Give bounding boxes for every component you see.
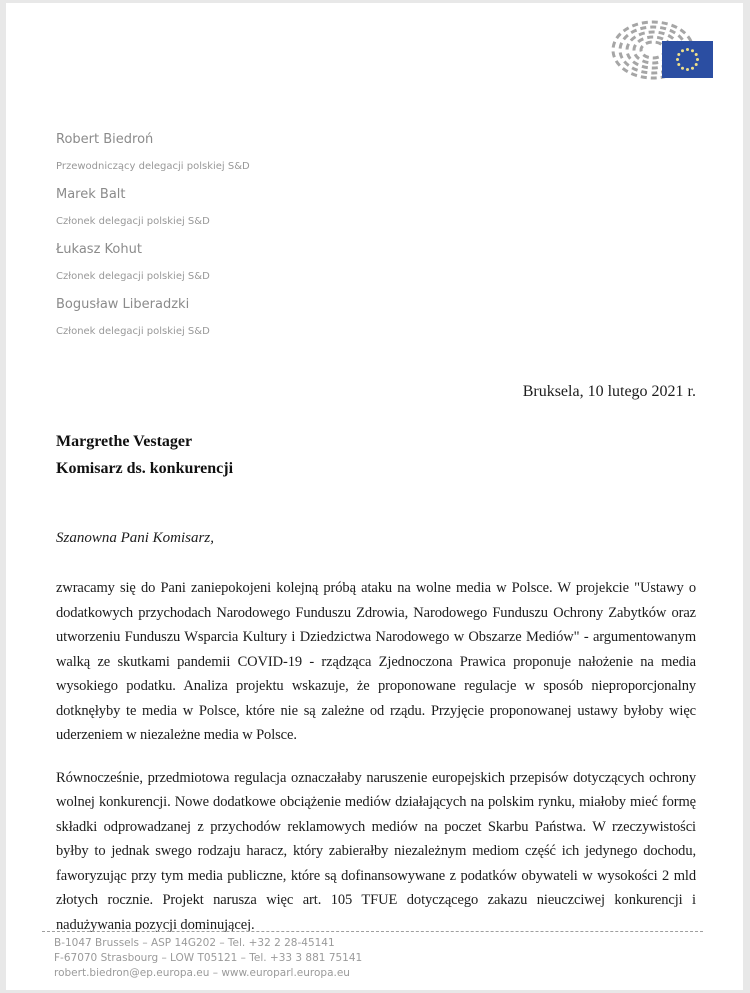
letter-body xyxy=(56,576,696,937)
recipient-block xyxy=(56,428,696,482)
signatory-title: Przewodniczący delegacji polskiej S&D xyxy=(56,161,250,172)
signatory-title: Członek delegacji polskiej S&D xyxy=(56,326,210,337)
signatory-name: Bogusław Liberadzki xyxy=(56,297,190,312)
signatories-block xyxy=(56,132,696,338)
signatory-name: Łukasz Kohut xyxy=(56,242,142,257)
letter-page xyxy=(6,3,743,990)
letter-footer xyxy=(42,931,703,981)
paragraph-2: Równocześnie, przedmiotowa regulacja oznaczałaby naruszenie europejskich przepisów dotyczących ochrony wolnej konkurencji. Nowe dodatkowe obciążenie mediów działających na polskim rynku, miałoby mieć formę składki odprowadzanej z przychodów reklamowych mediów na poczet Skarbu Państwa. W rzeczywistości byłby to jednak swego rodzaju haracz, który zabierałby niezależnym mediom część ich jedynego dochodu, faworyzując przy tym media publiczne, które są dofinansowywane z podatków obywateli w wysokości 2 mld złotych rocznie. Projekt narusza więc art. 105 TFUE dotyczącego zakazu nieuczciwej konkurencji i nadużywania pozycji dominującej. xyxy=(56,769,696,933)
signatory-title: Członek delegacji polskiej S&D xyxy=(56,271,210,282)
signatory xyxy=(56,132,696,173)
signatory-name: Robert Biedroń xyxy=(56,132,154,147)
signatory-name: Marek Balt xyxy=(56,187,126,202)
signatory xyxy=(56,187,696,228)
letter-page-background xyxy=(0,3,750,993)
letter-content xyxy=(6,132,743,937)
logo-row xyxy=(6,3,743,80)
footer-address-strasbourg: F-67070 Strasbourg – LOW T05121 – Tel. +33 3 881 75141 xyxy=(54,952,363,964)
european-parliament-logo xyxy=(603,20,715,80)
signatory xyxy=(56,242,696,283)
eu-flag-icon xyxy=(662,41,713,78)
footer-contact-line: robert.biedron@ep.europa.eu – www.europarl.europa.eu xyxy=(54,967,350,979)
recipient-title: Komisarz ds. konkurencji xyxy=(56,460,234,477)
footer-address-brussels: B-1047 Brussels – ASP 14G202 – Tel. +32 2 28-45141 xyxy=(54,937,335,949)
signatory-title: Członek delegacji polskiej S&D xyxy=(56,216,210,227)
paragraph-1: zwracamy się do Pani zaniepokojeni kolejną próbą ataku na wolne media w Polsce. W projekcie "Ustawy o dodatkowych przychodach Narodowego Funduszu Zdrowia, Narodowego Funduszu Ochrony Zabytków oraz utworzeniu Funduszu Wsparcia Kultury i Dziedzictwa Narodowego w Obszarze Mediów" - argumentowanym walką ze skutkami pandemii COVID-19 - rządząca Zjednoczona Prawica proponuje nałożenie na media wysokiego podatku. Analiza projektu wskazuje, że proponowane regulacje w sposób nieproporcjonalny dotknęłyby te media w Polsce, które nie są zależne od rządu. Przyjęcie proponowanej ustawy byłoby więc uderzeniem w niezależne media w Polsce. xyxy=(56,580,696,743)
recipient-name: Margrethe Vestager xyxy=(56,433,193,450)
salutation: Szanowna Pani Komisarz, xyxy=(56,530,214,546)
dateline: Bruksela, 10 lutego 2021 r. xyxy=(522,383,696,400)
signatory xyxy=(56,297,696,338)
